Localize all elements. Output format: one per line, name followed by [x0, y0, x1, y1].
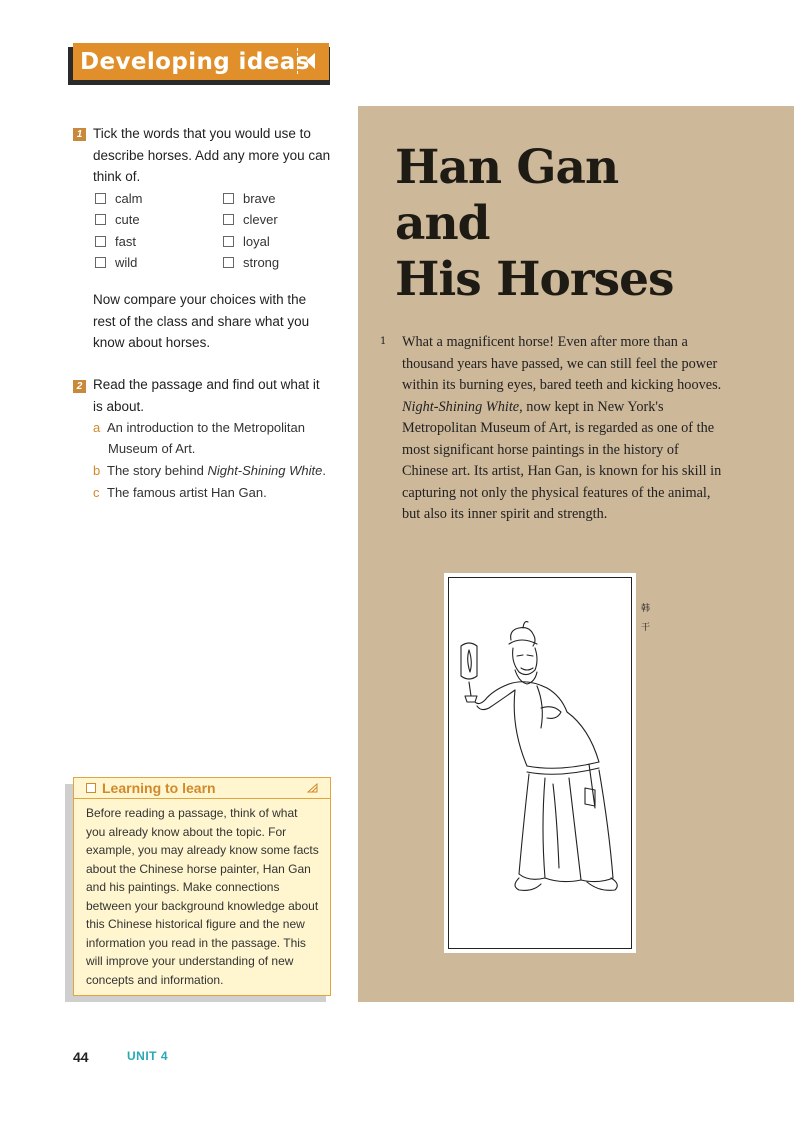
han-gan-figure-illustration [449, 578, 631, 948]
option-c [93, 485, 267, 500]
checkbox-item[interactable] [223, 234, 270, 249]
checkbox-icon[interactable] [223, 236, 234, 247]
checkbox-label: fast [115, 234, 136, 249]
page-number: 44 [73, 1049, 89, 1065]
checkbox-icon[interactable] [95, 257, 106, 268]
activity-number-badge: 1 [73, 128, 86, 141]
checkbox-label: cute [115, 212, 140, 227]
checkbox-icon[interactable] [223, 257, 234, 268]
option-letter: a [93, 420, 101, 435]
article-paragraph [402, 332, 722, 526]
learning-to-learn-box [73, 777, 331, 996]
paragraph-text-end: , now kept in New York's Metropolitan Museum of Art, is regarded as one of the most significant horse paintings in the history of Chinese art. Its artist, Han Gan, is known for his skill in capturing not only the physical features of the animal, but also its inner spirit and strength. [402, 398, 722, 522]
activity2-instruction: Read the passage and find out what it is about. [93, 377, 320, 414]
option-a-continued: Museum of Art. [108, 441, 196, 456]
checkbox-item[interactable] [223, 191, 276, 206]
checkbox-label: strong [243, 255, 280, 270]
checkbox-item[interactable] [223, 212, 278, 227]
checkbox-label: loyal [243, 234, 270, 249]
option-a [93, 420, 305, 435]
option-letter: c [93, 485, 100, 500]
note-header [74, 778, 330, 799]
painting-caption-char: 干 [641, 623, 651, 633]
checkbox-icon[interactable] [95, 214, 106, 225]
option-text: The famous artist Han Gan. [107, 485, 267, 500]
checkbox-item[interactable] [95, 234, 136, 249]
paragraph-number: 1 [380, 336, 387, 347]
activity1-follow-up: Now compare your choices with the rest of the class and share what you know about horses. [93, 292, 310, 350]
option-b [93, 463, 326, 478]
title-line: and [395, 196, 490, 251]
square-icon [86, 783, 96, 793]
checkbox-label: wild [115, 255, 138, 270]
note-title: Learning to learn [102, 780, 216, 796]
checkbox-label: calm [115, 191, 143, 206]
activity1-instruction: Tick the words that you would use to describe horses. Add any more you can think of. [93, 126, 331, 184]
checkbox-icon[interactable] [223, 193, 234, 204]
corner-triangle-icon [307, 783, 318, 793]
painting-title: Night-Shining White [402, 398, 520, 415]
banner-divider [297, 48, 298, 74]
unit-label: UNIT 4 [127, 1049, 169, 1063]
checkbox-item[interactable] [95, 255, 137, 270]
checkbox-label: brave [243, 191, 276, 206]
option-text: The story behind [107, 463, 208, 478]
activity-number-badge: 2 [73, 380, 86, 393]
painting-title: Night-Shining White [207, 463, 323, 478]
section-banner [73, 43, 329, 80]
checkbox-icon[interactable] [223, 214, 234, 225]
title-line: Han Gan [395, 140, 619, 195]
option-text-end: . [322, 463, 326, 478]
checkbox-item[interactable] [95, 212, 140, 227]
painting-caption-char: 韩 [641, 604, 651, 614]
painting-illustration [448, 577, 632, 949]
note-body: Before reading a passage, think of what you already know about the topic. For example, you may already know some facts about the Chinese horse painter, Han Gan and his paintings. Make connections between your background knowledge about this Chinese historical figure and the new information you read in the passage. This will improve your understanding of new concepts and information. [86, 806, 319, 987]
checkbox-item[interactable] [95, 191, 142, 206]
title-line: His Horses [395, 252, 674, 307]
checkbox-item[interactable] [223, 255, 279, 270]
article-title [395, 140, 673, 308]
option-letter: b [93, 463, 101, 478]
paragraph-text: What a magnificent horse! Even after more than a thousand years have passed, we can still feel the power within its burning eyes, bared teeth and kicking hooves. [402, 334, 722, 393]
section-title: Developing ideas [80, 48, 310, 75]
left-arrow-icon [306, 53, 315, 69]
checkbox-icon[interactable] [95, 236, 106, 247]
checkbox-label: clever [243, 212, 278, 227]
option-text: An introduction to the Metropolitan [107, 420, 306, 435]
checkbox-icon[interactable] [95, 193, 106, 204]
